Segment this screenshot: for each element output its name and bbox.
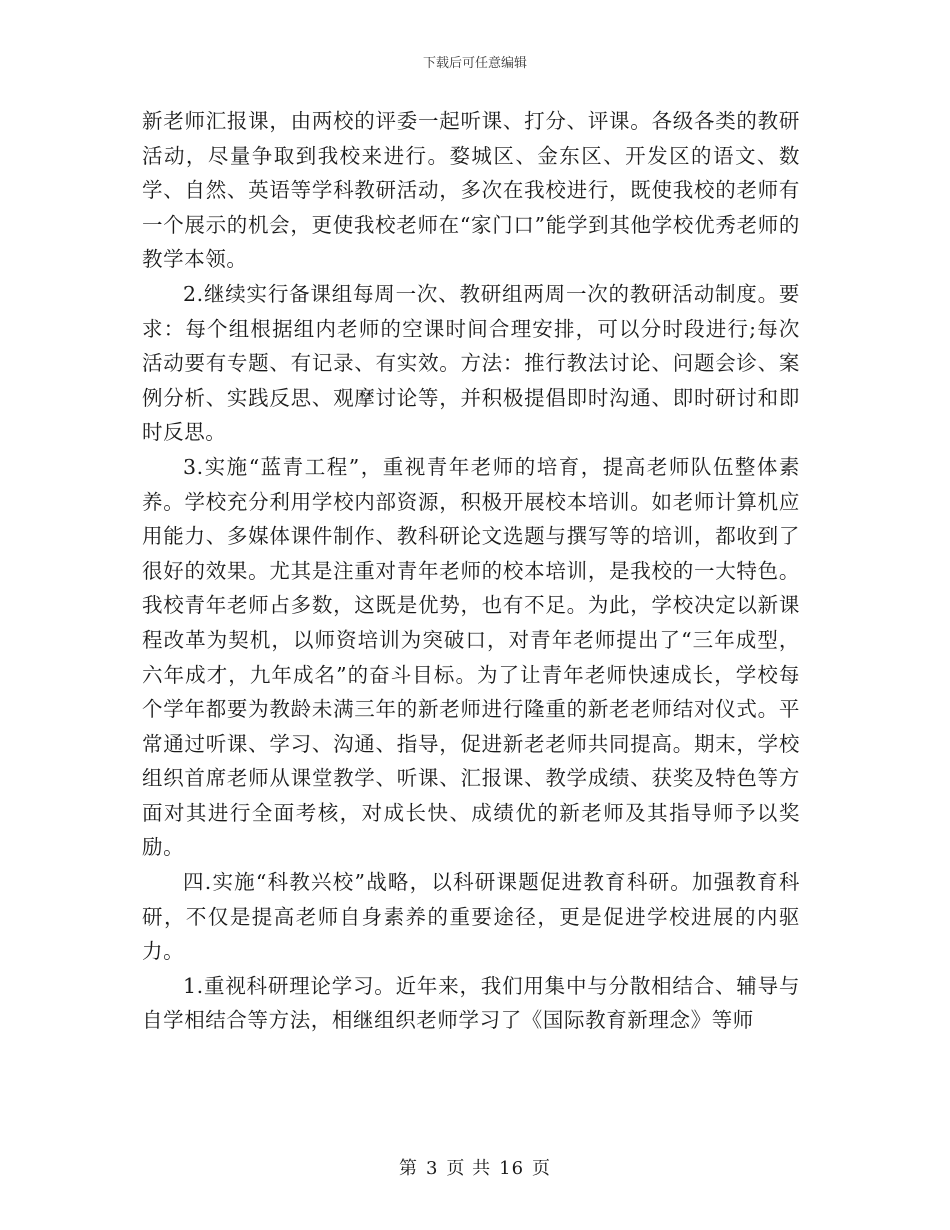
paragraph-4: 四.实施“科教兴校”战略，以科研课题促进教育科研。加强教育科研，不仅是提高老师自身素养的重要途径，更是促进学校进展的内驱力。 <box>142 870 800 964</box>
paragraph-3: 3.实施“蓝青工程”，重视青年老师的培育，提高老师队伍整体素养。学校充分利用学校内部资源，积极开展校本培训。如老师计算机应用能力、多媒体课件制作、教科研论文选题与撰写等的培训，都收到了很好的效果。尤其是注重对青年老师的校本培训，是我校的一大特色。我校青年老师占多数，这既是优势，也有不足。为此，学校决定以新课程改革为契机，以师资培训为突破口，对青年老师提出了“三年成型，六年成才，九年成名”的奋斗目标。为了让青年老师快速成长，学校每个学年都要为教龄未满三年的新老师进行隆重的新老老师结对仪式。平常通过听课、学习、沟通、指导，促进新老老师共同提高。期末，学校组织首席老师从课堂教学、听课、汇报课、教学成绩、获奖及特色等方面对其进行全面考核，对成长快、成绩优的新老师及其指导师予以奖励。 <box>142 454 800 860</box>
paragraph-1: 新老师汇报课，由两校的评委一起听课、打分、评课。各级各类的教研活动，尽量争取到我校来进行。婺城区、金东区、开发区的语文、数学、自然、英语等学科教研活动，多次在我校进行，既使我校的老师有一个展示的机会，更使我校老师在“家门口”能学到其他学校优秀老师的教学本领。 <box>142 109 800 272</box>
paragraph-5: 1.重视科研理论学习。近年来，我们用集中与分散相结合、辅导与自学相结合等方法，相继组织老师学习了《国际教育新理念》等师 <box>142 973 800 1033</box>
page-number-footer <box>0 1154 950 1180</box>
page-header-note: 下载后可任意编辑 <box>422 56 527 71</box>
total-pages-number: 16 <box>499 1158 525 1179</box>
current-page-number: 3 <box>425 1158 439 1179</box>
footer-suffix: 页 <box>532 1158 552 1179</box>
footer-prefix: 第 <box>398 1158 418 1179</box>
paragraph-2: 2.继续实行备课组每周一次、教研组两周一次的教研活动制度。要求：每个组根据组内老师的空课时间合理安排，可以分时段进行;每次活动要有专题、有记录、有实效。方法：推行教法讨论、问题会诊、案例分析、实践反思、观摩讨论等，并积极提倡即时沟通、即时研讨和即时反思。 <box>142 281 800 445</box>
footer-middle: 页 共 <box>446 1158 492 1179</box>
document-body <box>142 104 800 1038</box>
